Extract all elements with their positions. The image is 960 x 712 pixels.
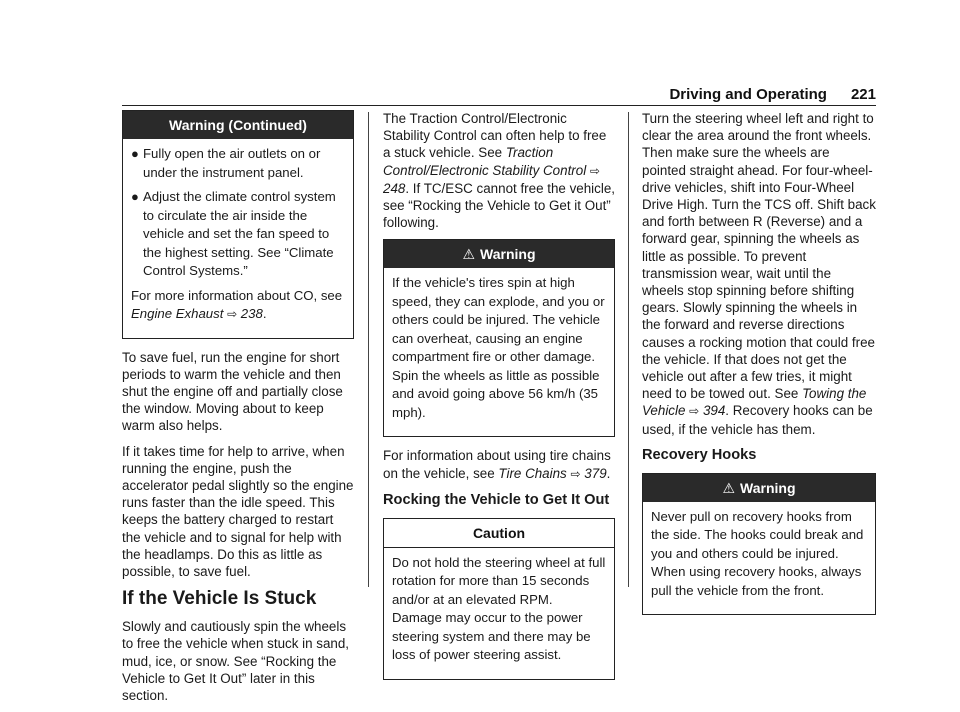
paragraph: To save fuel, run the engine for short periods to warm the vehicle and then shut the engine off and partially close the window. Moving about to keep warm also helps. bbox=[122, 349, 343, 434]
page-number: 221 bbox=[850, 86, 876, 103]
page-ref[interactable]: 248 bbox=[383, 180, 406, 196]
paragraph: Slowly and cautiously spin the wheels to free the vehicle when stuck in sand, mud, ice, or snow. See “Rocking the Vehicle to Get It Out” later in this section. bbox=[122, 619, 350, 703]
bullet-icon: ● bbox=[131, 146, 139, 161]
warning-text: If the vehicle's tires spin at high speed, they can explode, and you or others could be injured. The vehicle can overheat, causing an engine compartment fire or other damage. Spin the wheels as little as possible and avoid going above 56 km/h (35 mph). bbox=[392, 275, 605, 420]
traction-control-link[interactable]: Traction Control/Electronic Stability Control bbox=[383, 145, 587, 178]
warning-continued-title: Warning (Continued) bbox=[123, 111, 353, 139]
section-heading: If the Vehicle Is Stuck bbox=[122, 588, 317, 610]
engine-exhaust-link[interactable]: Engine Exhaust bbox=[131, 306, 224, 321]
warning-continued-box bbox=[122, 110, 354, 339]
warning-text: Never pull on recovery hooks from the side. The hooks could break and you and others could be injured. When using recovery hooks, always pull the vehicle from the front. bbox=[651, 508, 864, 598]
caution-title: Caution bbox=[384, 519, 614, 548]
column-divider bbox=[628, 112, 629, 587]
column-2 bbox=[383, 110, 615, 690]
page-header bbox=[122, 86, 876, 104]
subsection-heading: Recovery Hooks bbox=[642, 446, 757, 463]
warning-box bbox=[642, 473, 876, 616]
paragraph: If it takes time for help to arrive, when running the engine, push the accelerator pedal slightly so the engine runs faster than the idle speed. This keeps the battery charged to restart the vehicle and to signal for help with the headlamps. Do this as little as possible, to save fuel. bbox=[122, 443, 354, 579]
subsection-heading: Rocking the Vehicle to Get It Out bbox=[383, 491, 610, 508]
page-ref[interactable]: 379 bbox=[584, 465, 607, 481]
column-1 bbox=[122, 110, 354, 712]
arrow-right-icon: ⇨ bbox=[589, 163, 600, 178]
arrow-right-icon: ⇨ bbox=[227, 307, 238, 321]
warning-box bbox=[383, 239, 615, 437]
page-ref[interactable]: 394 bbox=[702, 403, 726, 419]
caution-text: Do not hold the steering wheel at full rotation for more than 15 seconds and/or at an elevated RPM. Damage may occur to the power steering system and there may be loss of power steering assist. bbox=[392, 554, 606, 663]
caution-box bbox=[383, 518, 615, 680]
column-divider bbox=[368, 112, 369, 587]
arrow-right-icon: ⇨ bbox=[570, 466, 581, 481]
paragraph: For information about using tire chains on the vehicle, see Tire Chains ⇨ 379. bbox=[383, 448, 611, 481]
header-rule bbox=[122, 105, 876, 106]
towing-link[interactable]: Towing the Vehicle bbox=[642, 386, 867, 419]
warning-bullet: ● Adjust the climate control system to circulate the air inside the vehicle and set the fan speed to the highest setting. See “Climate Control Systems.” bbox=[131, 189, 336, 278]
tire-chains-link[interactable]: Tire Chains bbox=[498, 465, 567, 481]
column-3 bbox=[642, 110, 876, 625]
warning-footer: For more information about CO, see Engine Exhaust ⇨ 238. bbox=[131, 287, 343, 321]
section-title: Driving and Operating bbox=[669, 86, 827, 103]
arrow-right-icon: ⇨ bbox=[689, 404, 700, 419]
paragraph: Turn the steering wheel left and right to clear the area around the front wheels. Then make sure the wheels are pointed straight ahead. For four-wheel-drive vehicles, shift into Four-Wheel Drive High. Turn the TCS off. Shift back and forth between R (Reverse) and a forward gear, spinning the wheels as little as possible. To prevent transmission wear, wait until the wheels stop spinning before shifting gears. Slowly spinning the wheels in the forward and reverse directions causes a rocking motion that could free the vehicle. If that does not get the vehicle out after a few tries, it might need to be towed out. See Towing the Vehicle ⇨ 394. Recovery hooks can be used, if the vehicle has them. bbox=[642, 111, 876, 437]
warning-icon: ⚠ bbox=[722, 479, 736, 496]
bullet-icon: ● bbox=[131, 189, 139, 204]
warning-title: ⚠ Warning bbox=[643, 474, 875, 502]
warning-icon: ⚠ bbox=[462, 246, 476, 263]
paragraph: The Traction Control/Electronic Stability Control can often help to free a stuck vehicle. See Traction Control/Electronic Stability Control ⇨ 248. If TC/ESC cannot free the vehicle, see “Rocking the Vehicle to Get it Out” following. bbox=[383, 111, 615, 231]
page-ref[interactable]: 238 bbox=[240, 306, 263, 321]
warning-title: ⚠ Warning bbox=[384, 240, 614, 268]
warning-bullet: ● Fully open the air outlets on or under the instrument panel. bbox=[131, 146, 321, 180]
